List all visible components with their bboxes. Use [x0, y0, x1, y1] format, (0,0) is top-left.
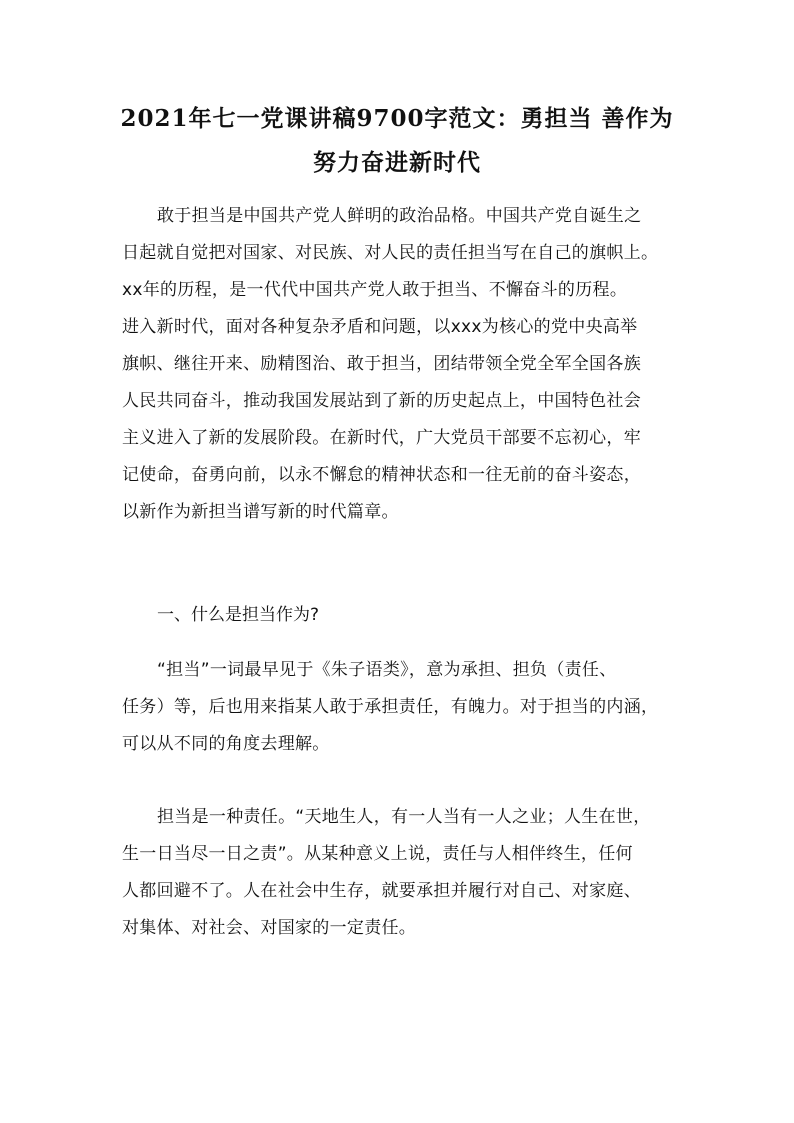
paragraph-intro	[122, 198, 682, 531]
paragraph-line: 人都回避不了。人在社会中生存，就要承担并履行对自己、对家庭、	[122, 881, 641, 901]
paragraph-line: 对集体、对社会、对国家的一定责任。	[122, 918, 417, 938]
paragraph-line: xx年的历程，是一代代中国共产党人敢于担当、不懈奋斗的历程。	[122, 280, 628, 300]
paragraph-line: 主义进入了新的发展阶段。在新时代，广大党员干部要不忘初心，牢	[122, 428, 641, 448]
paragraph-line: 记使命，奋勇向前，以永不懈怠的精神状态和一往无前的奋斗姿态，	[122, 465, 641, 485]
paragraph-line: “担当”一词最早见于《朱子语类》，意为承担、担负（责任、	[157, 660, 617, 680]
section-heading: 一、什么是担当作为?	[157, 605, 320, 625]
paragraph-responsibility	[122, 799, 682, 947]
paragraph-line: 可以从不同的角度去理解。	[122, 734, 330, 754]
paragraph-line: 任务）等，后也用来指某人敢于承担责任，有魄力。对于担当的内涵，	[122, 697, 659, 717]
paragraph-line: 以新作为新担当谱写新的时代篇章。	[122, 502, 399, 522]
paragraph-line: 人民共同奋斗，推动我国发展站到了新的历史起点上，中国特色社会	[122, 391, 641, 411]
paragraph-definition	[122, 652, 682, 763]
document-title-line-2: 努力奋进新时代	[313, 149, 481, 176]
paragraph-line: 敢于担当是中国共产党人鲜明的政治品格。中国共产党自诞生之	[157, 206, 642, 226]
paragraph-line: 生一日当尽一日之责”。从某种意义上说，责任与人相伴终生，任何	[122, 844, 633, 864]
paragraph-line: 日起就自觉把对国家、对民族、对人民的责任担当写在自己的旗帜上。	[122, 243, 659, 263]
document-title-line-1: 2021年七一党课讲稿9700字范文：勇担当 善作为	[120, 105, 674, 132]
paragraph-line: 旗帜、继往开来、励精图治、敢于担当，团结带领全党全军全国各族	[122, 354, 641, 374]
paragraph-line: 担当是一种责任。“天地生人，有一人当有一人之业；人生在世，	[157, 807, 651, 827]
paragraph-line: 进入新时代，面对各种复杂矛盾和问题，以xxx为核心的党中央高举	[122, 317, 638, 337]
